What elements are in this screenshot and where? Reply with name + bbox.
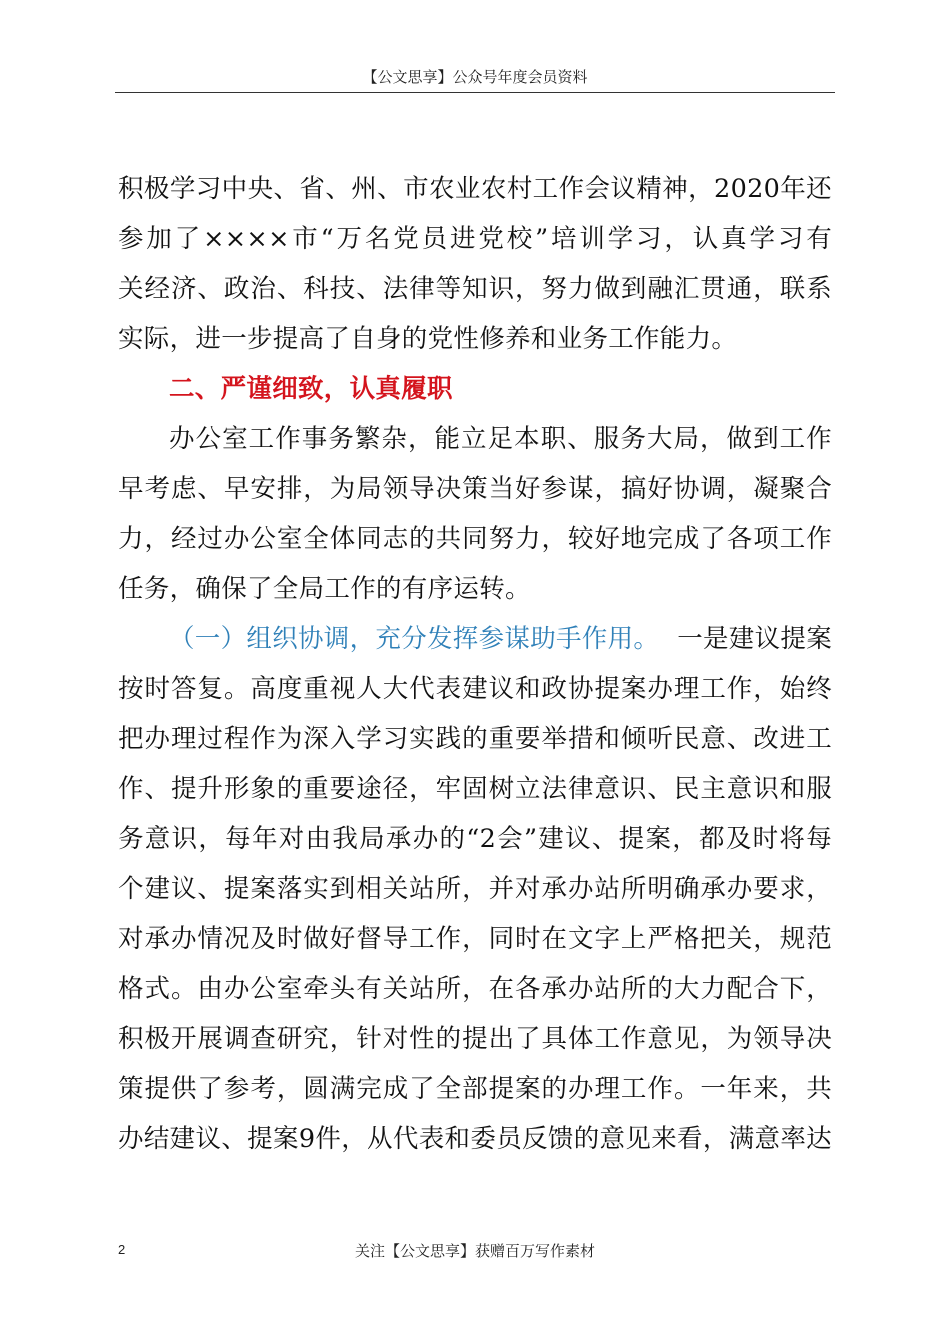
paragraph-line: 策提供了参考，圆满完成了全部提案的办理工作。一年来，共	[118, 1074, 832, 1104]
paragraph-line: 参加了××××市“万名党员进党校”培训学习，认真学习有	[118, 224, 832, 254]
page-number: 2	[118, 1242, 126, 1257]
paragraph-lead: 一是建议提案	[677, 624, 832, 654]
paragraph-line: 积极学习中央、省、州、市农业农村工作会议精神，2020年还	[118, 174, 832, 204]
page-footer	[0, 1236, 950, 1266]
header-rule	[115, 92, 835, 93]
document-body	[118, 164, 832, 1164]
paragraph-line: 作、提升形象的重要途径，牢固树立法律意识、民主意识和服	[118, 774, 832, 804]
section-heading: 二、严谨细致，认真履职	[169, 374, 453, 404]
header-text: 【公文思享】公众号年度会员资料	[362, 68, 588, 86]
paragraph-line: 把办理过程作为深入学习实践的重要举措和倾听民意、改进工	[118, 724, 832, 754]
paragraph-line: 个建议、提案落实到相关站所，并对承办站所明确承办要求，	[118, 874, 832, 904]
footer-text: 关注【公文思享】获赠百万写作素材	[354, 1242, 595, 1260]
paragraph-line: 积极开展调查研究，针对性的提出了具体工作意见，为领导决	[118, 1024, 832, 1054]
paragraph-line: 办公室工作事务繁杂，能立足本职、服务大局，做到工作	[169, 424, 832, 454]
page-header	[0, 64, 950, 92]
paragraph-line: 任务，确保了全局工作的有序运转。	[118, 574, 531, 604]
paragraph-line: 务意识，每年对由我局承办的“2会”建议、提案，都及时将每	[118, 824, 832, 854]
paragraph-line	[118, 614, 832, 664]
paragraph-line: 实际，进一步提高了自身的党性修养和业务工作能力。	[118, 324, 738, 354]
paragraph-line: 办结建议、提案9件，从代表和委员反馈的意见来看，满意率达	[118, 1124, 832, 1154]
subsection-heading: （一）组织协调，充分发挥参谋助手作用。	[169, 624, 660, 654]
paragraph-line: 早考虑、早安排，为局领导决策当好参谋，搞好协调，凝聚合	[118, 474, 832, 504]
paragraph-line: 按时答复。高度重视人大代表建议和政协提案办理工作，始终	[118, 674, 832, 704]
paragraph-line: 格式。由办公室牵头有关站所，在各承办站所的大力配合下，	[118, 974, 832, 1004]
paragraph-line: 对承办情况及时做好督导工作，同时在文字上严格把关，规范	[118, 924, 832, 954]
paragraph-line: 力，经过办公室全体同志的共同努力，较好地完成了各项工作	[118, 524, 832, 554]
paragraph-line: 关经济、政治、科技、法律等知识，努力做到融汇贯通，联系	[118, 274, 832, 304]
